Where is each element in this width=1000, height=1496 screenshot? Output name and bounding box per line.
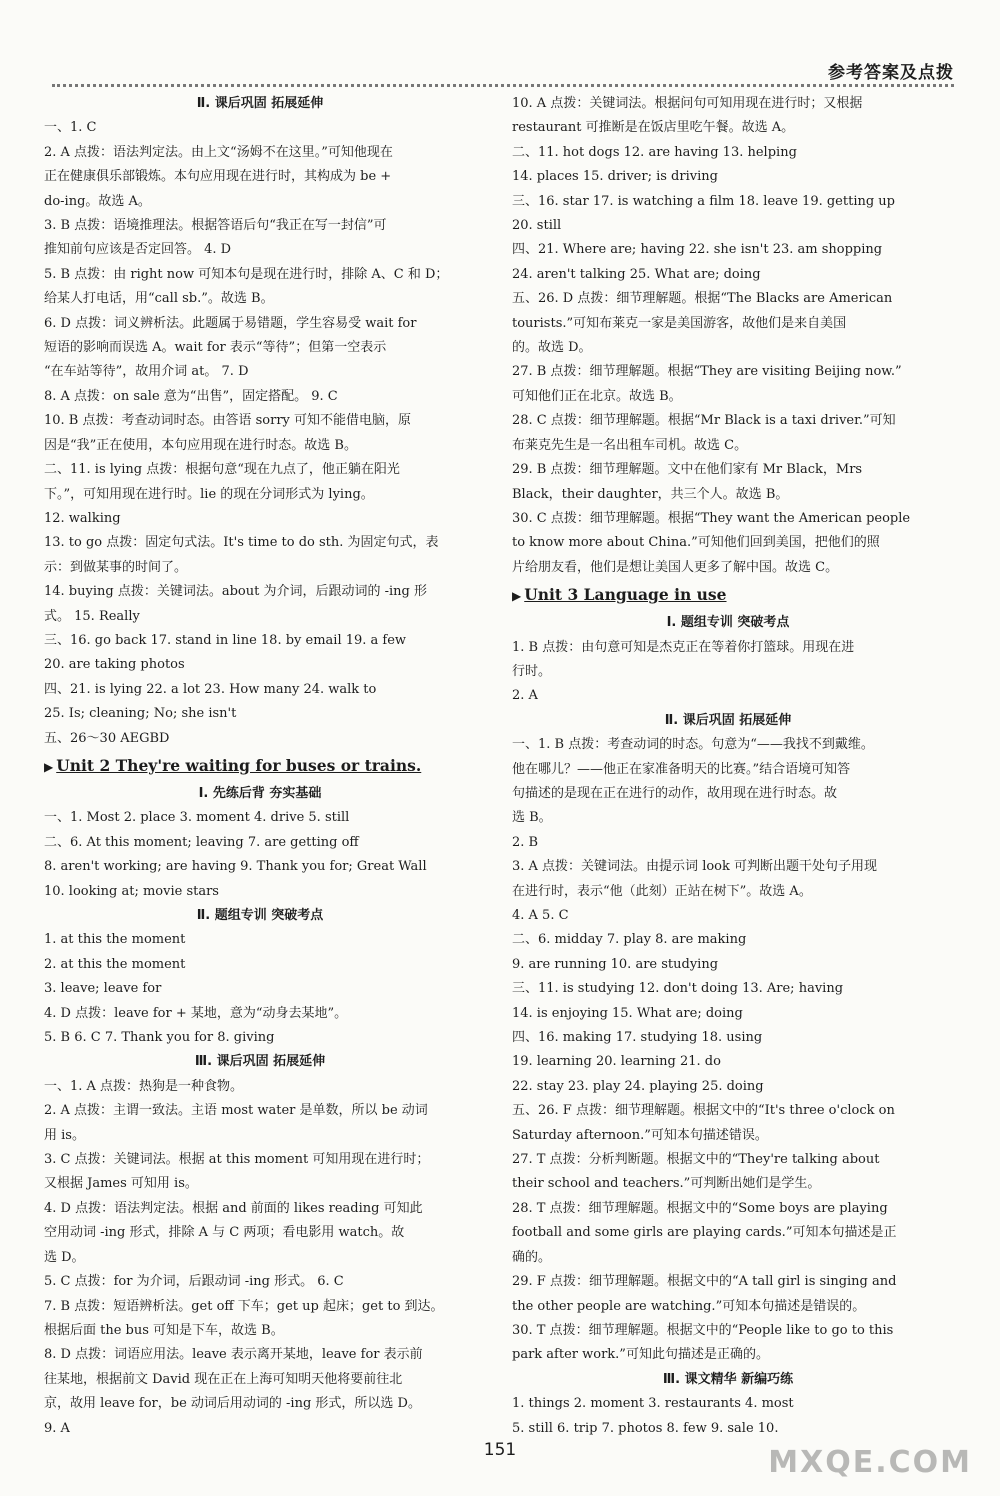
answer-line: 三、16. go back 17. stand in line 18. by email 19. a few: [44, 632, 407, 648]
answer-line: 往某地，根据前文 David 现在正在上海可知明天他将要前往北: [44, 1371, 403, 1387]
triangle-icon: ▶: [44, 759, 54, 774]
site-watermark: MXQE.COM: [768, 1445, 972, 1480]
answer-line: 选 B。: [512, 810, 552, 826]
answer-line: 的。故选 D。: [512, 340, 592, 356]
answer-line: 下。”，可知用现在进行时。lie 的现在分词形式为 lying。: [44, 486, 374, 502]
answer-line: 推知前句应该是否定回答。 4. D: [44, 242, 232, 258]
answer-line: 二、11. is lying 点拨：根据句意“现在九点了，他正躺在阳光: [44, 462, 400, 478]
answer-line: 行时。: [512, 663, 552, 679]
right-answer-column: [512, 92, 944, 1441]
answer-line: 确的。: [512, 1249, 552, 1265]
answer-line: 根据后面 the bus 可知是下车，故选 B。: [44, 1322, 284, 1338]
answer-line: 14. places 15. driver; is driving: [512, 169, 718, 185]
answer-line: 10. A 点拨：关键词法。根据问句可知用现在进行时；又根据: [512, 96, 863, 111]
answer-line: 19. learning 20. learning 21. do: [512, 1054, 721, 1070]
triangle-icon: ▶: [512, 589, 522, 604]
answer-line: 29. B 点拨：细节理解题。文中在他们家有 Mr Black，Mrs: [512, 462, 863, 478]
answer-line: 4. D 点拨：语法判定法。根据 and 前面的 likes reading 可知此: [44, 1200, 423, 1216]
answer-line: tourists.”可知布莱克一家是美国游客，故他们是来自美国: [512, 315, 847, 331]
answer-line: 空用动词 -ing 形式，排除 A 与 C 两项；看电影用 watch。故: [44, 1225, 405, 1241]
answer-line: 28. T 点拨：细节理解题。根据文中的“Some boys are playing: [512, 1200, 888, 1216]
answer-line: 他在哪儿？——他正在家准备明天的比赛。”结合语境可知答: [512, 761, 851, 777]
answer-line: 8. D 点拨：词语应用法。leave 表示离开某地，leave for 表示前: [44, 1347, 423, 1363]
header-title: 参考答案及点拨: [828, 63, 954, 83]
answer-line: 3. B 点拨：语境推理法。根据答语后句“我正在写一封信”可: [44, 218, 387, 234]
unit-heading: [44, 751, 476, 782]
answer-line: 3. C 点拨：关键词法。根据 at this moment 可知用现在进行时；: [44, 1152, 430, 1168]
answer-line: 京，故用 leave for，be 动词后用动词的 -ing 形式，所以选 D。: [44, 1396, 421, 1412]
answer-line: Saturday afternoon.”可知本句描述错误。: [512, 1127, 768, 1143]
answer-line: 4. D 点拨：leave for + 某地，意为“动身去某地”。: [44, 1005, 348, 1021]
answer-line: 一、1. Most 2. place 3. moment 4. drive 5. still: [44, 810, 350, 826]
answer-line: 二、6. midday 7. play 8. are making: [512, 932, 747, 948]
answer-line: the other people are watching.”可知本句描述是错误的。: [512, 1298, 866, 1314]
answer-line: 给某人打电话，用“call sb.”。故选 B。: [44, 291, 274, 307]
answer-line: 13. to go 点拨：固定句式法。It's time to do sth. 为固定句式，表: [44, 535, 439, 551]
answer-line: 2. A 点拨：主谓一致法。主语 most water 是单数，所以 be 动词: [44, 1103, 428, 1119]
answer-line: 9. are running 10. are studying: [512, 956, 719, 972]
answer-line: 8. aren't working; are having 9. Thank you for; Great Wall: [44, 859, 427, 875]
answer-line: 22. stay 23. play 24. playing 25. doing: [512, 1078, 764, 1094]
answer-line: 10. B 点拨：考查动词时态。由答语 sorry 可知不能借电脑，原: [44, 413, 412, 429]
answer-line: 五、26～30 AEGBD: [44, 730, 170, 746]
section-heading: Ⅱ. 课后巩固 拓展延伸: [664, 712, 792, 728]
answer-line: 10. looking at; movie stars: [44, 883, 219, 899]
left-answer-column: [44, 92, 476, 1441]
answer-line: 1. B 点拨：由句意可知是杰克正在等着你打篮球。用现在进: [512, 639, 855, 655]
answer-line: 式。 15. Really: [44, 608, 140, 624]
section-heading: Ⅰ. 先练后背 夯实基础: [198, 785, 322, 801]
section-heading: Ⅱ. 课后巩固 拓展延伸: [196, 96, 324, 111]
answer-line: 20. still: [512, 218, 562, 234]
unit-title: Unit 2 They're waiting for buses or trains.: [56, 755, 422, 775]
answer-line: 30. C 点拨：细节理解题。根据“They want the American people: [512, 510, 911, 526]
answer-line: 27. T 点拨：分析判断题。根据文中的“They're talking about: [512, 1152, 880, 1168]
answer-line: 5. C 点拨：for 为介词，后跟动词 -ing 形式。 6. C: [44, 1274, 344, 1290]
answer-line: 在进行时，表示“他（此刻）正站在树下”。故选 A。: [512, 883, 812, 899]
answer-line: 1. at this the moment: [44, 932, 186, 948]
answer-line: 2. A: [512, 688, 538, 704]
answer-line: 29. F 点拨：细节理解题。根据文中的“A tall girl is singing and: [512, 1274, 897, 1290]
answer-line: 2. at this the moment: [44, 956, 186, 972]
answer-line: 14. buying 点拨：关键词法。about 为介词，后跟动词的 -ing 形: [44, 584, 427, 600]
answer-line: 片给朋友看，他们是想让美国人更多了解中国。故选 C。: [512, 559, 839, 575]
answer-line: 四、16. making 17. studying 18. using: [512, 1030, 763, 1046]
header-divider: [52, 84, 954, 87]
section-heading: Ⅱ. 题组专训 突破考点: [196, 908, 324, 923]
unit-heading: [512, 580, 944, 611]
answer-line: 14. is enjoying 15. What are; doing: [512, 1005, 743, 1021]
section-heading: Ⅰ. 题组专训 突破考点: [666, 615, 790, 631]
answer-line: 27. B 点拨：细节理解题。根据“They are visiting Beijing now.”: [512, 364, 902, 380]
answer-line: their school and teachers.”可判断出她们是学生。: [512, 1176, 821, 1192]
answer-line: restaurant 可推断是在饭店里吃午餐。故选 A。: [512, 120, 795, 136]
answer-line: 示：到做某事的时间了。: [44, 559, 188, 575]
answer-line: 正在健康俱乐部锻炼。本句应用现在进行时，其构成为 be +: [44, 169, 392, 185]
answer-line: “在车站等待”，故用介词 at。 7. D: [44, 364, 249, 380]
answer-line: 三、16. star 17. is watching a film 18. leave 19. getting up: [512, 193, 896, 209]
answer-line: 因是“我”正在使用，本句应用现在进行时态。故选 B。: [44, 437, 357, 453]
answer-line: do-ing。故选 A。: [44, 193, 151, 209]
answer-line: 可知他们正在北京。故选 B。: [512, 388, 682, 404]
answer-line: 5. B 点拨：由 right now 可知本句是现在进行时，排除 A、C 和 D；: [44, 266, 449, 282]
answer-line: to know more about China.”可知他们回到美国，把他们的照: [512, 535, 880, 551]
answer-line: 三、11. is studying 12. don't doing 13. Are; having: [512, 981, 844, 997]
answer-line: 五、26. D 点拨：细节理解题。根据“The Blacks are American: [512, 291, 893, 307]
answer-line: 四、21. Where are; having 22. she isn't 23. am shopping: [512, 242, 883, 258]
section-heading: Ⅲ. 课后巩固 拓展延伸: [194, 1054, 326, 1070]
answer-line: 20. are taking photos: [44, 657, 185, 673]
answer-line: 3. leave; leave for: [44, 981, 162, 997]
answer-line: 二、6. At this moment; leaving 7. are getting off: [44, 834, 359, 850]
answer-line: 二、11. hot dogs 12. are having 13. helping: [512, 144, 797, 160]
answer-line: 9. A: [44, 1420, 70, 1436]
answer-line: 6. D 点拨：词义辨析法。此题属于易错题，学生容易受 wait for: [44, 315, 417, 331]
answer-line: 选 D。: [44, 1249, 85, 1265]
answer-line: 3. A 点拨：关键词法。由提示词 look 可判断出题干处句子用现: [512, 859, 878, 875]
answer-line: 25. Is; cleaning; No; she isn't: [44, 706, 237, 722]
section-heading: Ⅲ. 课文精华 新编巧练: [662, 1371, 794, 1387]
answer-line: 又根据 James 可知用 is。: [44, 1176, 198, 1192]
answer-line: 5. B 6. C 7. Thank you for 8. giving: [44, 1030, 275, 1046]
answer-line: 用 is。: [44, 1127, 85, 1143]
answer-line: 五、26. F 点拨：细节理解题。根据文中的“It's three o'clock on: [512, 1103, 895, 1119]
answer-line: 24. aren't talking 25. What are; doing: [512, 266, 761, 282]
answer-line: 12. walking: [44, 510, 121, 526]
answer-line: 2. B: [512, 834, 539, 850]
answer-line: 2. A 点拨：语法判定法。由上文“汤姆不在这里。”可知他现在: [44, 144, 393, 160]
answer-line: 30. T 点拨：细节理解题。根据文中的“People like to go to this: [512, 1322, 894, 1338]
answer-line: 1. things 2. moment 3. restaurants 4. most: [512, 1396, 794, 1412]
answer-line: 一、1. A 点拨：热狗是一种食物。: [44, 1078, 244, 1094]
page-number: 151: [483, 1440, 517, 1460]
answer-line: 短语的影响而误选 A。wait for 表示“等待”；但第一空表示: [44, 340, 387, 356]
answer-line: park after work.”可知此句描述是正确的。: [512, 1347, 769, 1363]
unit-title: Unit 3 Language in use: [524, 585, 727, 605]
answer-line: 28. C 点拨：细节理解题。根据“Mr Black is a taxi driver.”可知: [512, 413, 896, 429]
answer-line: Black，their daughter，共三个人。故选 B。: [512, 486, 789, 502]
answer-line: 5. still 6. trip 7. photos 8. few 9. sale 10.: [512, 1420, 779, 1436]
answer-line: 一、1. B 点拨：考查动词的时态。句意为“——我找不到戴维。: [512, 737, 874, 753]
answer-line: 四、21. is lying 22. a lot 23. How many 24. walk to: [44, 681, 377, 697]
answer-line: 7. B 点拨：短语辨析法。get off 下车；get up 起床；get to 到达。: [44, 1298, 444, 1314]
answer-line: 一、1. C: [44, 120, 97, 136]
answer-line: 句描述的是现在正在进行的动作，故用现在进行时态。故: [512, 785, 838, 801]
answer-line: 4. A 5. C: [512, 908, 569, 923]
answer-line: football and some girls are playing cards.”可知本句描述是正: [512, 1225, 897, 1241]
answer-line: 布莱克先生是一名出租车司机。故选 C。: [512, 437, 748, 453]
answer-line: 8. A 点拨：on sale 意为“出售”，固定搭配。 9. C: [44, 388, 338, 404]
